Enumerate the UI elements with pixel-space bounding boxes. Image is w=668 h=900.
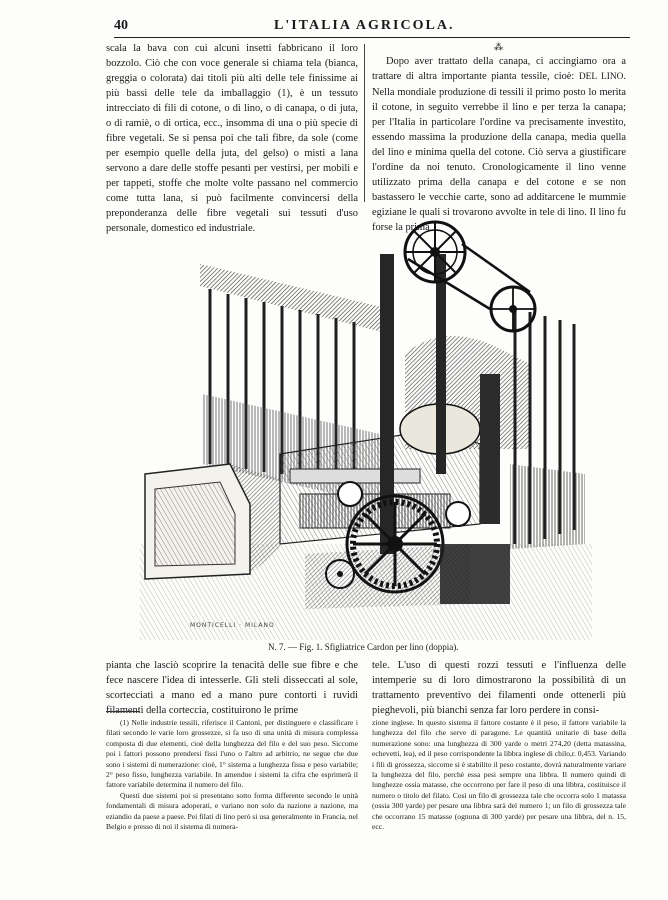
section-asterism: ⁂ bbox=[494, 42, 504, 52]
paragraph-tessuti: tele. L'uso di questi rozzi tessuti e l'influenza delle intemperie su di loro dimostrarono la possibilità di un trattamento preventivo dei filamenti onde ottenerli più pieghevoli, più bianchi senza far loro perdere in consi- bbox=[372, 660, 626, 716]
footnote-1-part1: (1) Nelle industrie tessili, riferisce il Cantoni, per distinguere e classificare i filati secondo le varie loro grossezze, si fa uso di una unità di misura complessa composta di due elementi, cioè della lunghezza del filo e del suo peso. Siccome poi i fattori possono prendersi fissi l'uno o l'altro ad arbitrio, ne segue che due sono i sistemi di numerazione: cioè, 1° sistema a lunghezza fissa e peso variabile; 2° peso fisso, lunghezza variabile. In amendue i sistemi la cifra che esprimerà il fattore variabile determina il numero del filo. bbox=[106, 718, 358, 790]
column-right-bottom bbox=[372, 658, 626, 718]
lino-smallcaps: DEL LINO bbox=[578, 72, 624, 82]
lino-text-a: Dopo aver trattato della canapa, ci accingiamo ora a trattare di altra importante pianta tessile, cioè: bbox=[372, 56, 626, 82]
column-divider bbox=[364, 44, 365, 202]
engraver-signature: MONTICELLI · MILANO bbox=[190, 622, 275, 629]
footnote-left bbox=[106, 718, 358, 832]
column-left-top bbox=[106, 41, 358, 236]
page-number: 40 bbox=[114, 18, 128, 33]
running-title: L'ITALIA AGRICOLA. bbox=[274, 18, 455, 33]
paragraph-lino-intro bbox=[372, 54, 626, 235]
sfigliatrice-machine-illustration bbox=[140, 214, 592, 640]
column-right-top bbox=[372, 41, 626, 235]
lino-text-b: . Nella mondiale produzione di tessili il primo posto lo merita il cotone, in seguito verrebbe il lino e per terza la canapa; per l'Italia in particolare l'ordine va precisamente investito, essendo massima la produzione della canapa, media quella del lino e minima quella del cotone. Ciò serva a giustificare l'ordine da noi tenuto. Cronologicamente il lino venne utilizzato prima della canapa e del cotone e se non bastassero le vecchie carte, sono ad additarcene le mummie egiziane le quali si trovarono avvolte in tele di lino. Il lino fu forse la prima bbox=[372, 71, 626, 233]
footnote-1-part2: Questi due sistemi poi si presentano sotto forma differente secondo le unità fondamentali di misura adoperati, e variano non solo da nazione a nazione, ma eziandio da paese a paese. Pei filati di lino però si usa generalmente in Francia, nel Belgio e presso di noi il sistema di numera- bbox=[106, 790, 358, 832]
footnote-right bbox=[372, 718, 626, 832]
paragraph-lino-history: pianta che lasciò scoprire la tenacità delle sue fibre e che fece nascere l'idea di intesserle. Gli steli disseccati al sole, scortecciati a mano ed a mano pure contorti i ruvidi filamenti della corteccia, costituirono le prime bbox=[106, 660, 358, 716]
page-header bbox=[114, 18, 544, 38]
paragraph-intro-fibres: scala la bava con cui alcuni insetti fabbricano il loro bozzolo. Ciò che con voce generale si chiama tela (bianca, greggia o colorata) dai titoli più alti delle tele finissime ai più bassi delle tele da imballaggio (1), è un tessuto intrecciato di fili di cotone, o di lino, o di canapa, o di juta, o di ramiè, o di ortica, ecc., insomma di una o più specie di fibre vegetali. Se si pensa poi che tali fibre, da sole (come per esempio quelle della juta, del gelso) o misti a lana servono a dare delle stoffe pesanti per vestirsi, per mobili e per tappeti, stoffe che molte volte passano nel commercio come tutta lana, si può facilmente convincersi della preponderanza delle fibre vegetali sui tessuti d'uso personale, domestico ed industriale. bbox=[106, 43, 358, 234]
figure-engraving bbox=[140, 214, 592, 640]
footnote-rule bbox=[106, 711, 140, 712]
column-left-bottom bbox=[106, 658, 358, 718]
header-rule bbox=[114, 37, 630, 38]
footnote-1-part3: zione inglese. In questo sistema il fattore costante è il peso, il fattore variabile la lunghezza del filo che serve di paragone. Le quantità unitarie di base della numerazione sono: una lunghezza di 300 yarde o metri 274,20 (detta matassina, echevetti, lea), ed il peso corrispondente la libbra inglese di chilo,r. 0,453. Variando i fili di grossezza, siccome si è stabilito il peso costante, dovrà naturalmente variare la lunghezza del filo, perchè essa pesi sempre una libbra. Il numero quindi di lunghezze ossia matasse, che occorrono per fare il peso di una libbra, costituisce il numero o titolo del filato. Così un filo di grossezza tale che occorra solo 1 matassa (ossia 300 yarde) per pesare una libbra sarà del numero 1; un filo di grossezza tale che occorrano 15 matasse (ognuna di 300 yarde) per pesare una libbra, del n. 15, ecc. bbox=[372, 718, 626, 832]
figure-caption: N. 7. — Fig. 1. Sfigliatrice Cardon per lino (doppia). bbox=[268, 642, 459, 652]
